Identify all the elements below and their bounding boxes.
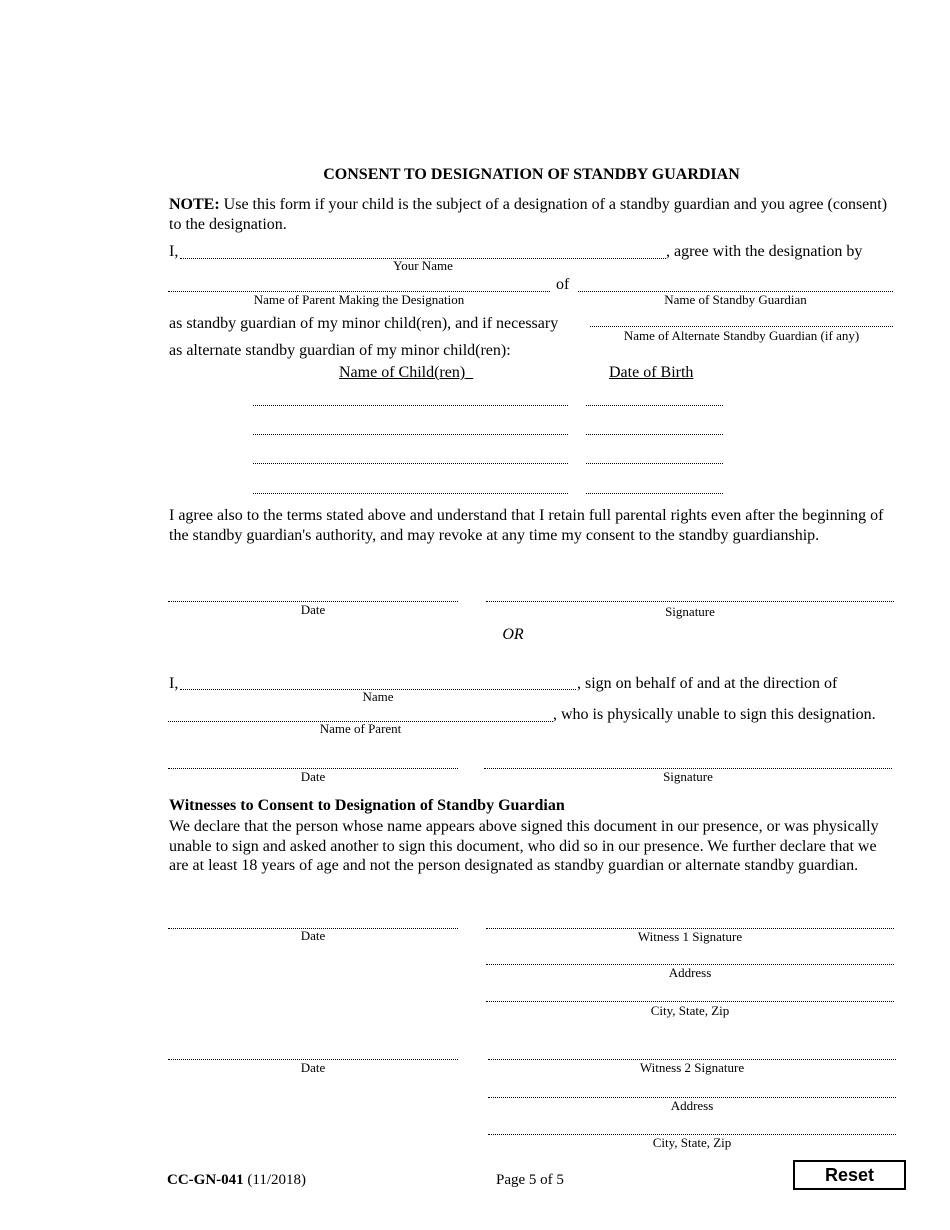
children-col-header: Name of Child(ren) xyxy=(339,364,466,381)
dob-col-header: Date of Birth xyxy=(609,364,694,381)
standby-line: as standby guardian of my minor child(ren), and if necessary xyxy=(169,315,559,332)
child-dob-field-1[interactable] xyxy=(586,405,723,406)
child-dob-field-2[interactable] xyxy=(586,434,723,435)
alternate-guardian-field[interactable] xyxy=(590,326,893,327)
form-title: CONSENT TO DESIGNATION OF STANDBY GUARDIAN xyxy=(323,166,740,183)
form-code: CC-GN-041 (11/2018) xyxy=(167,1172,307,1188)
witness-paragraph: We declare that the person whose name appears above signed this document in our presence, or was physically unable to sign and asked another to sign this document, who did so in our presence. We further declare that we are at least 18 years of age and not the person designated as standby guardian or alternate standby guardian. xyxy=(169,818,879,874)
note-label: NOTE: xyxy=(169,196,220,213)
parent-signature-label: Signature xyxy=(665,604,715,619)
alternate-line: as alternate standby guardian of my minor child(ren): xyxy=(169,342,511,359)
standby-guardian-label: Name of Standby Guardian xyxy=(664,292,807,307)
note-paragraph xyxy=(169,195,894,234)
witness2-date-label: Date xyxy=(300,1060,326,1075)
parent-signature-field[interactable] xyxy=(486,601,894,602)
behalf-prefix: I, xyxy=(169,675,179,692)
signer-name-label: Name xyxy=(362,689,394,704)
parent-designating-label: Name of Parent Making the Designation xyxy=(253,292,465,307)
child-dob-field-3[interactable] xyxy=(586,463,723,464)
behalf-suffix: , sign on behalf of and at the direction of xyxy=(577,675,838,692)
or-divider: OR xyxy=(502,626,524,643)
unable-suffix: , who is physically unable to sign this designation. xyxy=(553,706,876,723)
of-word: of xyxy=(556,276,570,293)
witness1-address-label: Address xyxy=(668,965,712,980)
signer-date-label: Date xyxy=(300,769,326,784)
line1-suffix: , agree with the designation by xyxy=(666,243,863,260)
line1-prefix: I, xyxy=(169,243,179,260)
page-number: Page 5 of 5 xyxy=(496,1172,564,1188)
witness2-signature-label: Witness 2 Signature xyxy=(639,1060,745,1075)
child-name-field-2[interactable] xyxy=(253,434,568,435)
signer-signature-label: Signature xyxy=(663,769,713,784)
agree-paragraph: I agree also to the terms stated above and understand that I retain full parental rights even after the beginning of the standby guardian's authority, and may revoke at any time my consent to the standby guardianship. xyxy=(169,507,884,544)
reset-button[interactable]: Reset xyxy=(793,1160,906,1190)
witness2-city-label: City, State, Zip xyxy=(652,1135,732,1150)
witness2-address-label: Address xyxy=(670,1098,714,1113)
witness1-signature-label: Witness 1 Signature xyxy=(637,929,743,944)
witness-heading: Witnesses to Consent to Designation of Standby Guardian xyxy=(169,797,565,814)
witness1-city-field[interactable] xyxy=(486,1001,894,1002)
parent-date-label: Date xyxy=(300,602,326,617)
your-name-label: Your Name xyxy=(393,258,453,273)
child-name-field-3[interactable] xyxy=(253,463,568,464)
child-name-field-4[interactable] xyxy=(253,493,568,494)
child-name-field-1[interactable] xyxy=(253,405,568,406)
witness1-city-label: City, State, Zip xyxy=(650,1003,730,1018)
witness1-date-label: Date xyxy=(300,928,326,943)
parent-name-label: Name of Parent xyxy=(319,721,402,736)
alternate-guardian-label: Name of Alternate Standby Guardian (if any) xyxy=(623,328,860,343)
note-text: Use this form if your child is the subject of a designation of a standby guardian and you agree (consent) to the designation. xyxy=(169,196,888,233)
child-dob-field-4[interactable] xyxy=(586,493,723,494)
